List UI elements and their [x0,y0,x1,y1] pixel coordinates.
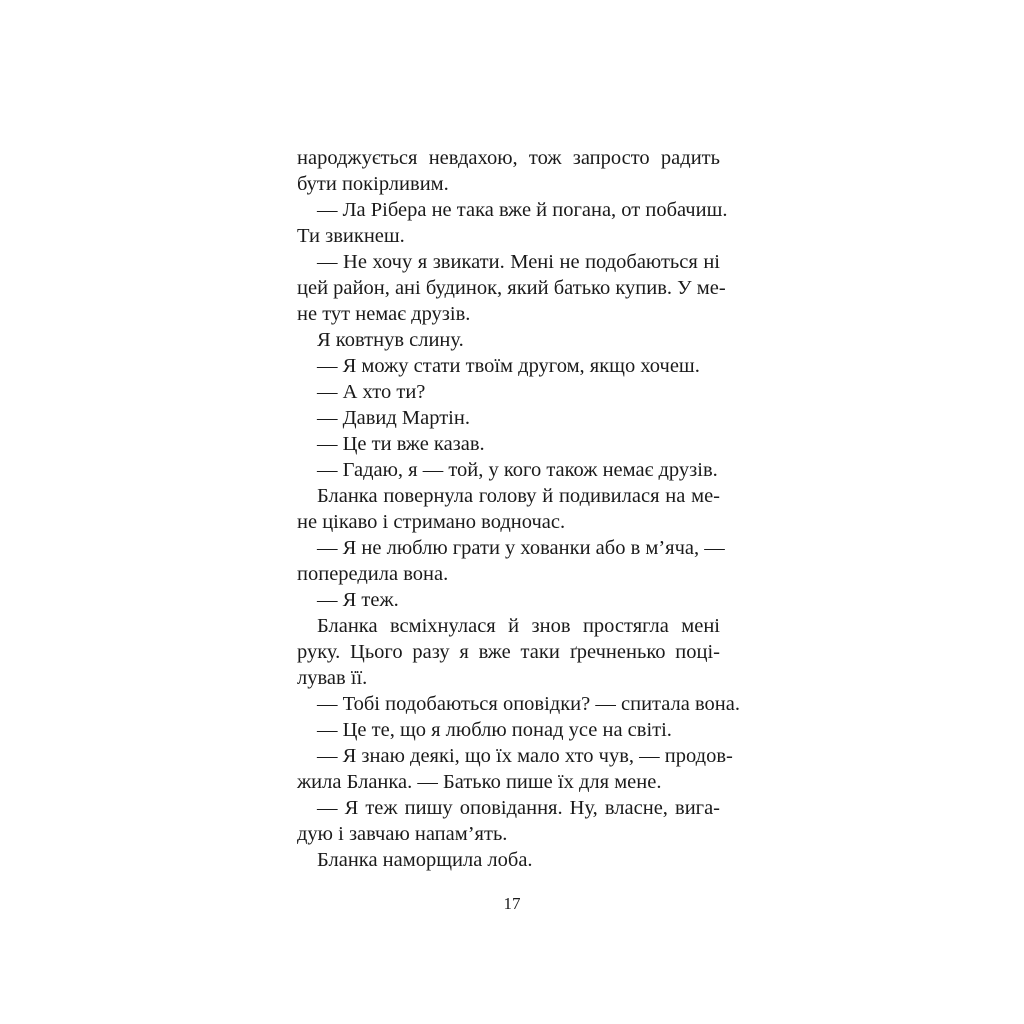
text-line: — Це те, що я люблю понад усе на світі. [317,719,672,741]
text-line: — Я не люблю грати у хованки або в м’яча, — [317,537,725,559]
text-line: — Я теж. [317,589,399,611]
text-line: — Давид Мартін. [317,407,470,429]
text-line: не тут немає друзів. [297,303,471,325]
text-line: — Тобі подобаються оповідки? — спитала вона. [317,693,740,715]
text-line: — Не хочу я звикати. Мені не подобаються ні [317,251,720,273]
text-line: бути покірливим. [297,173,449,195]
text-line: — Я знаю деякі, що їх мало хто чув, — продов- [317,745,733,767]
text-line: Ти звикнеш. [297,225,405,247]
text-line: — Це ти вже казав. [317,433,485,455]
text-line: — Я теж пишу оповідання. Ну, власне, вига- [317,797,720,819]
text-line: — Ла Рібера не така вже й погана, от побачиш. [317,199,728,221]
text-line: народжується невдахою, тож запросто радить [297,147,720,169]
text-line: дую і завчаю напам’ять. [297,823,508,845]
text-line: лував її. [297,667,368,689]
text-line: — А хто ти? [317,381,426,403]
body-text [297,145,740,873]
text-line: — Я можу стати твоїм другом, якщо хочеш. [317,355,700,377]
text-line: руку. Цього разу я вже таки ґречненько поці- [297,641,720,663]
text-line: — Гадаю, я — той, у кого також немає друзів. [317,459,718,481]
text-line: Бланка повернула голову й подивилася на ме- [317,485,720,507]
page-number: 17 [503,894,521,913]
text-line: Бланка всміхнулася й знов простягла мені [317,615,720,637]
text-line: не цікаво і стримано водночас. [297,511,566,533]
text-line: цей район, ані будинок, який батько купив. У ме- [297,277,726,299]
text-line: Бланка наморщила лоба. [317,849,533,871]
text-line: попередила вона. [297,563,449,585]
text-line: жила Бланка. — Батько пише їх для мене. [297,771,662,793]
text-line: Я ковтнув слину. [317,329,464,351]
